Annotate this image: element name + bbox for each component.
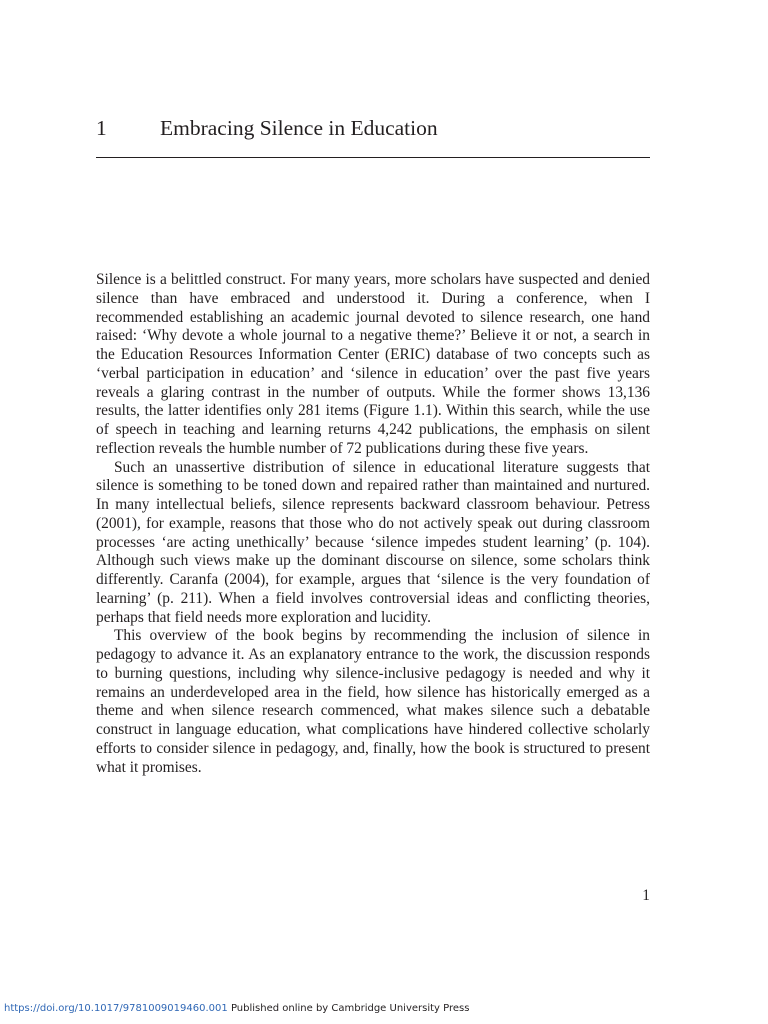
chapter-title: Embracing Silence in Education xyxy=(160,116,438,140)
paragraph: This overview of the book begins by recommending the inclusion of silence in pedagogy to advance it. As an explanatory entrance to the work, the discussion responds to burning questions, including why silence-inclusive pedagogy is needed and why it remains an underdeveloped area in the field, how silence has historically emerged as a theme and when silence research commenced, what makes silence such a debatable construct in language education, what complications have hindered collective scholarly efforts to consider silence in pedagogy, and, finally, how the book is structured to present what it promises. xyxy=(96,627,650,776)
chapter-heading xyxy=(96,114,650,142)
page-footer xyxy=(4,1002,469,1016)
paragraph: Silence is a belittled construct. For many years, more scholars have suspected and denied silence than have embraced and understood it. During a conference, when I recommended establishing an academic journal devoted to silence research, one hand raised: ‘Why devote a whole journal to a negative theme?’ Believe it or not, a search in the Education Resources Information Center (ERIC) database of two concepts such as ‘verbal participation in education’ and ‘silence in education’ over the past five years reveals a glaring contrast in the number of outputs. While the former shows 13,136 results, the latter identifies only 281 items (Figure 1.1). Within this search, while the use of speech in teaching and learning returns 4,242 publications, the emphasis on silent reflection reveals the humble number of 72 publications during these five years. xyxy=(96,271,650,457)
body-text xyxy=(96,271,650,777)
paragraph: Such an unassertive distribution of silence in educational literature suggests that silence is something to be toned down and repaired rather than maintained and nurtured. In many intellectual beliefs, silence represents backward classroom behaviour. Petress (2001), for example, reasons that those who do not actively speak out during classroom processes ‘are acting unethically’ because ‘silence impedes student learning’ (p. 104). Although such views make up the dominant discourse on silence, some scholars think differently. Caranfa (2004), for example, argues that ‘silence is the very foundation of learning’ (p. 211). When a field involves controversial ideas and conflicting theories, perhaps that field needs more exploration and lucidity. xyxy=(96,458,650,626)
heading-rule xyxy=(96,157,650,158)
page-number: 1 xyxy=(642,887,650,904)
publisher-text: Published online by Cambridge University Press xyxy=(230,1003,470,1014)
doi-link[interactable]: https://doi.org/10.1017/9781009019460.001 xyxy=(4,1003,228,1014)
chapter-number: 1 xyxy=(96,116,107,140)
